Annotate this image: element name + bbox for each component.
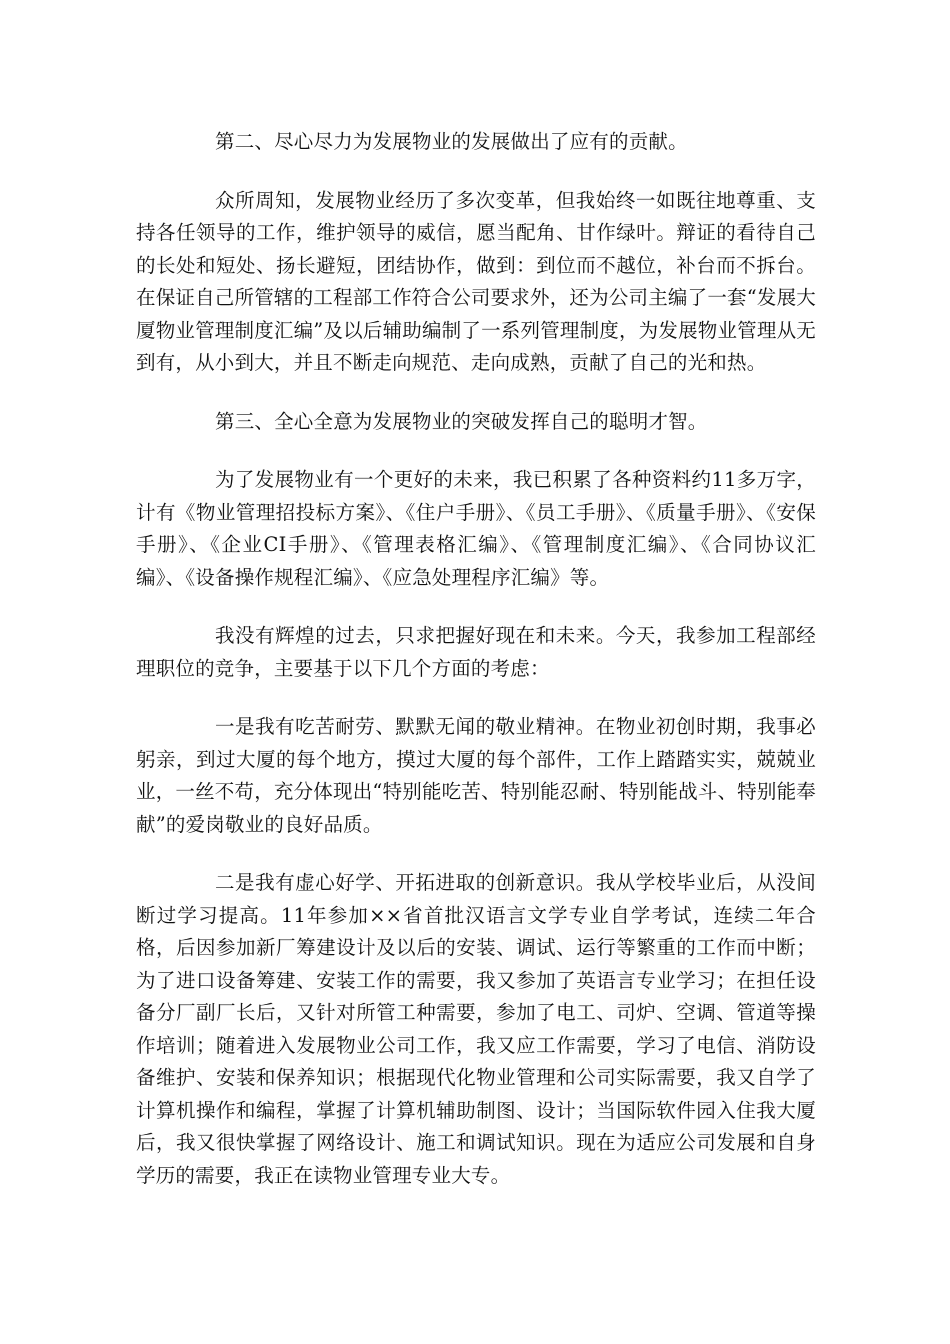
paragraph-learning: 二是我有虚心好学、开拓进取的创新意识。我从学校毕业后，从没间断过学习提高。11年参加××省首批汉语言文学专业自学考试，连续二年合格，后因参加新厂筹建设计及以后的安装、调试、运行等繁重的工作而中断；为了进口设备筹建、安装工作的需要，我又参加了英语言专业学习；在担任设备分厂副厂长后，又针对所管工种需要，参加了电工、司炉、空调、管道等操作培训；随着进入发展物业公司工作，我又应工作需要，学习了电信、消防设备维护、安装和保养知识；根据现代化物业管理和公司实际需要，我又自学了计算机操作和编程，掌握了计算机辅助制图、设计；当国际软件园入住我大厦后，我又很快掌握了网络设计、施工和调试知识。现在为适应公司发展和自身学历的需要，我正在读物业管理专业大专。 (136, 871, 816, 1187)
paragraph-competition-intro: 我没有辉煌的过去，只求把握好现在和未来。今天，我参加工程部经理职位的竞争，主要基于以下几个方面的考虑： (136, 624, 816, 680)
paragraph-support-leadership: 众所周知，发展物业经历了多次变革，但我始终一如既往地尊重、支持各任领导的工作，维护领导的威信，愿当配角、甘作绿叶。辩证的看待自己的长处和短处、扬长避短，团结协作，做到：到位而不越位，补台而不拆台。在保证自己所管辖的工程部工作符合公司要求外，还为公司主编了一套“发展大厦物业管理制度汇编”及以后辅助编制了一系列管理制度，为发展物业管理从无到有，从小到大，并且不断走向规范、走向成熟，贡献了自己的光和热。 (136, 188, 816, 374)
paragraph-heading-2: 第二、尽心尽力为发展物业的发展做出了应有的贡献。 (215, 130, 688, 153)
paragraph-materials-compiled: 为了发展物业有一个更好的未来，我已积累了各种资料约11多万字，计有《物业管理招投标方案》、《住户手册》、《员工手册》、《质量手册》、《安保手册》、《企业CI手册》、《管理表格汇编》、《管理制度汇编》、《合同协议汇编》、《设备操作规程汇编》、《应急处理程序汇编》等。 (136, 468, 816, 589)
paragraph-dedication: 一是我有吃苦耐劳、默默无闻的敬业精神。在物业初创时期，我事必躬亲，到过大厦的每个地方，摸过大厦的每个部件，工作上踏踏实实，兢兢业业，一丝不苟，充分体现出“特别能吃苦、特别能忍耐、特别能战斗、特别能奉献”的爱岗敬业的良好品质。 (136, 715, 816, 836)
document-page (136, 126, 816, 1218)
paragraph-heading-3: 第三、全心全意为发展物业的突破发挥自己的聪明才智。 (215, 409, 708, 433)
